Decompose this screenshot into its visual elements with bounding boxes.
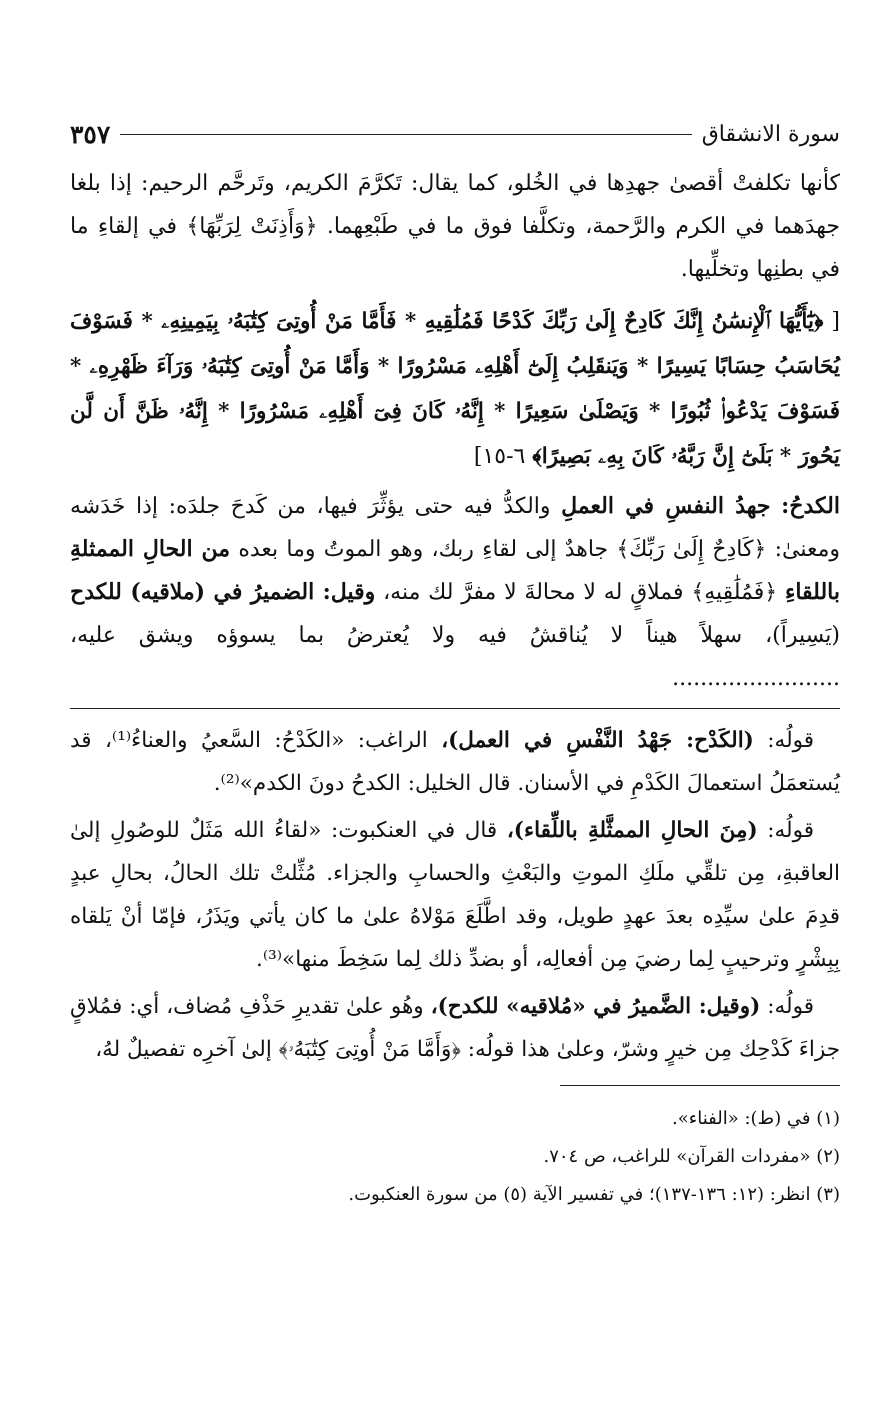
footnote-1: (١) في (ط): «الفناء». <box>672 1108 840 1129</box>
footnote-3: (٣) انظر: (١٢: ١٣٦-١٣٧)؛ في تفسير الآية (٥) من سورة العنكبوت. <box>348 1184 840 1205</box>
commentary-paragraph-3 <box>70 985 840 1071</box>
definition-text: والكدُّ فيه حتى يؤثِّرَ فيها، من كَدحَ جلدَه: إذا خَدَشه ومعنىٰ: ﴿كَادِحٌ إِلَىٰ رَبِّكَ﴾ جاهدٌ إلى لقاءِ ربك، وهو الموتُ وما بعده <box>70 494 840 562</box>
commentary-lead: قولُه: <box>767 994 814 1019</box>
quran-verses-block <box>70 299 840 479</box>
continuation-dots: ........................ <box>672 666 840 691</box>
commentary-lead: قولُه: <box>767 728 815 753</box>
explanation-paragraph <box>70 485 840 700</box>
commentary-quote: (وقيل: الضَّميرُ في «مُلاقيه» للكدح)، <box>430 994 761 1019</box>
commentary-lead: قولُه: <box>767 818 814 843</box>
definition-bold: جهدُ النفسِ في العملِ <box>561 493 771 519</box>
ayah-range: ٦-١٥ <box>482 444 526 469</box>
pronoun-note: وقيل: الضميرُ في (ملاقيه) للكدح <box>70 579 376 605</box>
footnote-2: (٢) «مفردات القرآن» للراغب، ص ٧٠٤. <box>543 1146 840 1167</box>
commentary-text: الراغب: «الكَدْحُ: السَّعيُ والعناءُ⁽¹⁾، قد يُستعمَلُ استعمالَ الكَدْمِ في الأسنان. قال الخليل: الكدحُ دونَ الكدم»⁽²⁾. <box>70 728 840 796</box>
main-text-divider <box>70 708 840 709</box>
yasira-text: (يَسِيراً)، سهلاً هيناً لا يُناقشُ فيه ولا يُعترضُ بما يسوؤه ويشق عليه، <box>70 623 840 648</box>
book-page <box>70 112 840 1214</box>
commentary-paragraph-1 <box>70 719 840 805</box>
footnotes <box>70 1100 840 1214</box>
footnote-divider <box>560 1085 840 1086</box>
running-header <box>70 112 840 156</box>
header-rule <box>120 134 691 135</box>
surah-title: سورة الانشقاق <box>701 121 840 147</box>
close-bracket: ] <box>473 444 483 469</box>
mulaqihi-text: ﴿فَمُلَٰقِيهِ﴾ فملاقٍ له لا محالةَ لا مفرَّ لك منه، <box>383 580 778 605</box>
commentary-quote: (الكَدْح: جَهْدُ النَّفْسِ في العمل)، <box>441 728 754 753</box>
commentary-text: وهُو علىٰ تقديرِ حَذْفِ مُضاف، أي: فمُلاقٍ جزاءَ كَدْحِك مِن خيرٍ وشرّ، وعلىٰ هذا قولُه: ﴿وَأَمَّا مَنْ أُوتِىَ كِتَٰبَهُۥ﴾ إلىٰ آخرِه تفصيلٌ لهُ، <box>70 994 840 1062</box>
page-number: ٣٥٧ <box>70 119 111 149</box>
open-bracket: [ <box>831 309 840 334</box>
intro-paragraph: كأنها تكلفتْ أقصىٰ جهدِها في الخُلو، كما يقال: تَكرَّمَ الكريم، وتَرحَّم الرحيم: إذا بلغا جهدَهما في الكرم والرَّحمة، وتكلَّفا فوق ما في طَبْعِهما. ﴿وَأَذِنَتْ لِرَبِّهَا﴾ في إلقاءِ ما في بطنِها وتخلِّيها. <box>70 171 840 282</box>
commentary-paragraph-2 <box>70 809 840 981</box>
commentary-text: قال في العنكبوت: «لقاءُ الله مَثَلٌ للوصُولِ إلىٰ العاقبةِ، مِن تلقِّي ملَكِ الموتِ والبَعْثِ والحسابِ والجزاء. مُثِّلتْ تلك الحالُ، بحالِ عبدٍ قدِمَ علىٰ سيِّدِه بعدَ عهدٍ طويل، وقد اطَّلَعَ مَوْلاهُ علىٰ ما كان يأتي ويَذَرُ، فإمّا أنْ يَلقاه بِبِشْرٍ وترحيبٍ لِما رضيَ مِن أفعالِه، أو بضدِّ ذلك لِما سَخِطَ منها»⁽³⁾. <box>70 818 840 972</box>
quran-verses-text: ﴿يَٰٓأَيُّهَا ٱلْإِنسَٰنُ إِنَّكَ كَادِحٌ إِلَىٰ رَبِّكَ كَدْحًا فَمُلَٰقِيهِ * فَأَمَّا مَنْ أُوتِىَ كِتَٰبَهُۥ بِيَمِينِهِۦ * فَسَوْفَ يُحَاسَبُ حِسَابًا يَسِيرًا * وَيَنقَلِبُ إِلَىٰٓ أَهْلِهِۦ مَسْرُورًا * وَأَمَّا مَنْ أُوتِىَ كِتَٰبَهُۥ وَرَآءَ ظَهْرِهِۦ * فَسَوْفَ يَدْعُوا۟ ثُبُورًا * وَيَصْلَىٰ سَعِيرًا * إِنَّهُۥ كَانَ فِىٓ أَهْلِهِۦ مَسْرُورًا * إِنَّهُۥ ظَنَّ أَن لَّن يَحُورَ * بَلَىٰٓ إِنَّ رَبَّهُۥ كَانَ بِهِۦ بَصِيرًا﴾ <box>70 309 840 469</box>
meeting-phrase: من الحالِ الممثلةِ باللقاءِ <box>70 536 840 605</box>
commentary-quote: (مِنَ الحالِ الممثَّلةِ باللِّقاء)، <box>506 818 758 843</box>
term-kadh: الكدحُ: <box>781 493 840 519</box>
